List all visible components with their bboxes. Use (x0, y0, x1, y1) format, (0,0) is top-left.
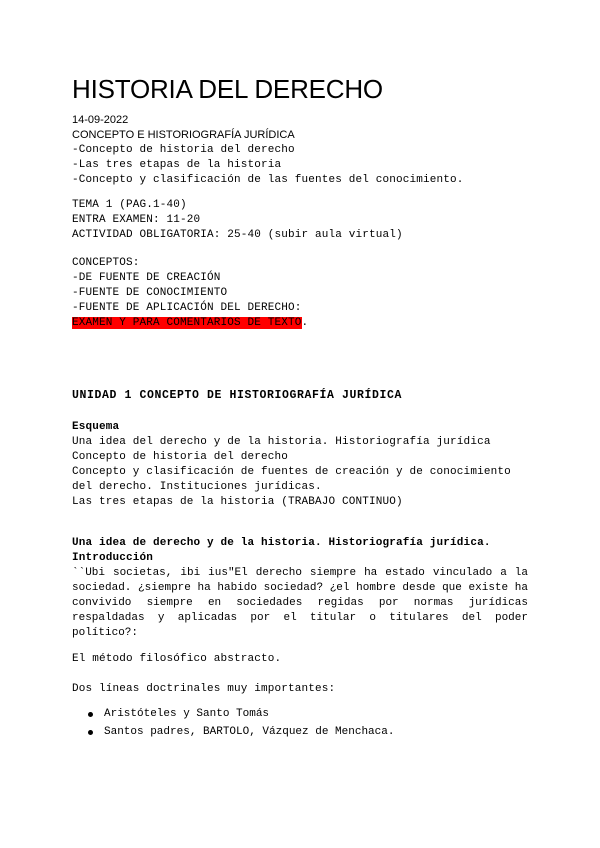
concepto-item: -FUENTE DE APLICACIÓN DEL DERECHO: (72, 302, 302, 314)
header-item: -Concepto de historia del derecho (72, 144, 295, 156)
esquema-line: Las tres etapas de la historia (TRABAJO CONTINUO) (72, 496, 403, 508)
metodo-block (72, 652, 532, 667)
tema-line: ACTIVIDAD OBLIGATORIA: 25-40 (subir aula virtual) (72, 229, 403, 241)
list-item (88, 707, 394, 722)
tema-line: TEMA 1 (PAG.1-40) (72, 199, 187, 211)
introduccion-paragraph: ``Ubi societas, ibi ius"El derecho siempre ha estado vinculado a la sociedad. ¿siempre ha habido sociedad? ¿el hombre desde que existe ha convivido siempre en sociedades regidas por normas jurídicas respaldadas y aplicadas por el titular o titulares del poder político?: (72, 567, 528, 639)
highlighted-note-line (72, 316, 532, 331)
tema-line: ENTRA EXAMEN: 11-20 (72, 214, 201, 226)
esquema-block (72, 420, 532, 510)
concepto-item: -FUENTE DE CONOCIMIENTO (72, 287, 228, 299)
header-block (72, 113, 532, 188)
page-title: HISTORIA DEL DERECHO (72, 74, 383, 104)
conceptos-block (72, 256, 532, 331)
unidad-heading: UNIDAD 1 CONCEPTO DE HISTORIOGRAFÍA JURÍDICA (72, 389, 403, 402)
concepto-item: -DE FUENTE DE CREACIÓN (72, 272, 221, 284)
esquema-line: Concepto de historia del derecho (72, 451, 289, 463)
subtitle-text: CONCEPTO E HISTORIOGRAFÍA JURÍDICA (72, 129, 295, 141)
idea-block (72, 536, 532, 641)
lineas-intro-text: Dos líneas doctrinales muy importantes: (72, 683, 336, 695)
esquema-heading: Esquema (72, 421, 120, 433)
list-item (88, 725, 394, 740)
idea-heading: Una idea de derecho y de la historia. Historiografía jurídica. (72, 537, 491, 549)
esquema-line: del derecho. Instituciones jurídicas. (72, 481, 322, 493)
conceptos-heading: CONCEPTOS: (72, 257, 140, 269)
esquema-line: Concepto y clasificación de fuentes de creación y de conocimiento (72, 466, 511, 478)
metodo-text: El método filosófico abstracto. (72, 653, 282, 665)
highlighted-note: EXAMEN Y PARA COMENTARIOS DE TEXTO (72, 317, 302, 329)
bullet-icon (88, 712, 93, 717)
introduccion-heading: Introducción (72, 552, 154, 564)
date-text: 14-09-2022 (72, 114, 129, 126)
doctrinas-list (88, 707, 394, 743)
tema-block (72, 198, 532, 243)
bullet-icon (88, 730, 93, 735)
list-item-text: Aristóteles y Santo Tomás (104, 708, 270, 720)
esquema-line: Una idea del derecho y de la historia. Historiografía jurídica (72, 436, 491, 448)
header-item: -Concepto y clasificación de las fuentes del conocimiento. (72, 174, 464, 186)
list-item-text: Santos padres, BARTOLO, Vázquez de Menchaca. (104, 726, 395, 738)
lineas-block (72, 682, 532, 697)
header-item: -Las tres etapas de la historia (72, 159, 282, 171)
highlighted-note-suffix: . (301, 317, 309, 329)
